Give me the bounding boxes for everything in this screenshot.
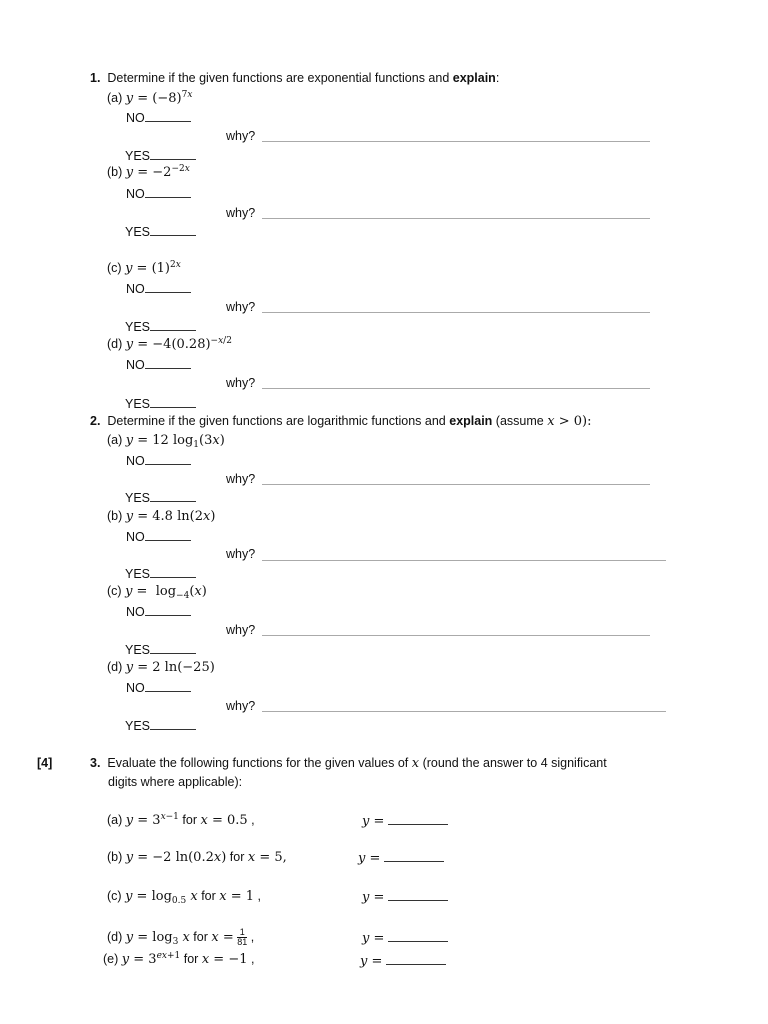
q2b-why-label: why? xyxy=(226,547,256,561)
q2b-yes-blank[interactable] xyxy=(150,566,196,578)
q2d-yes: YES xyxy=(125,718,196,733)
q1a-yes-blank[interactable] xyxy=(150,148,196,160)
q2d-yes-blank[interactable] xyxy=(150,718,196,730)
q2c-why-line[interactable] xyxy=(262,635,650,636)
q3c-answer-blank[interactable] xyxy=(388,889,448,901)
question-2-heading: 2. Determine if the given functions are logarithmic functions and explain (assume x > 0): xyxy=(90,414,592,429)
q1c-why-label: why? xyxy=(226,300,256,314)
q3a-answer-blank[interactable] xyxy=(388,813,448,825)
q1d-no: NO xyxy=(126,357,191,372)
q2d-why-line[interactable] xyxy=(262,711,666,712)
q3d-answer: y = xyxy=(362,930,448,946)
q3e-answer: y = xyxy=(360,953,446,969)
q2a-yes: YES xyxy=(125,490,196,505)
q2c-yes: YES xyxy=(125,642,196,657)
q2c-no: NO xyxy=(126,604,191,619)
q2a-why-label: why? xyxy=(226,472,256,486)
q1a-no: NO xyxy=(126,110,191,125)
q3a-function: (a) $y = 3^{x-1}$ for x = 0.5 , xyxy=(107,812,255,828)
q2b-why-line[interactable] xyxy=(262,560,666,561)
q1b-why-label: why? xyxy=(226,206,256,220)
q2a-why-line[interactable] xyxy=(262,484,650,485)
q2c-function: (c) $y = \log_{-4}(x)$ xyxy=(107,584,207,601)
q2c-no-blank[interactable] xyxy=(145,604,191,616)
q2a-no: NO xyxy=(126,453,191,468)
q2d-why-label: why? xyxy=(226,699,256,713)
q1a-why-label: why? xyxy=(226,129,256,143)
q2c-why-label: why? xyxy=(226,623,256,637)
q1b-why-line[interactable] xyxy=(262,218,650,219)
q1d-no-blank[interactable] xyxy=(145,357,191,369)
q3-marks: [4] xyxy=(37,756,53,770)
q1c-yes: YES xyxy=(125,319,196,334)
q2b-no: NO xyxy=(126,529,191,544)
q1d-why-line[interactable] xyxy=(262,388,650,389)
q1b-no-blank[interactable] xyxy=(145,186,191,198)
q2b-function: (b) y = 4.8 ln(2x) xyxy=(107,509,216,524)
q1a-why-line[interactable] xyxy=(262,141,650,142)
q2d-no-blank[interactable] xyxy=(145,680,191,692)
q3a-answer: y = xyxy=(362,813,448,829)
q3e-function: (e) $y = 3^{ex+1}$ for x = −1 , xyxy=(103,951,255,967)
q1c-no-blank[interactable] xyxy=(145,281,191,293)
q3c-answer: y = xyxy=(362,889,448,905)
q1c-yes-blank[interactable] xyxy=(150,319,196,331)
q1a-function: (a) $y = (-8)^{7x}$ xyxy=(107,90,193,106)
q1b-function: (b) $y = -2^{-2x}$ xyxy=(107,164,190,180)
q1d-function: (d) $y = -4(0.28)^{-x/2}$ xyxy=(107,336,232,352)
q2b-yes: YES xyxy=(125,566,196,581)
question-3-heading: 3. Evaluate the following functions for the given values of x (round the answer to 4 significant xyxy=(90,756,607,771)
q2a-function: (a) y = 12 $\log_1(3x)$ xyxy=(107,433,225,450)
q2a-no-blank[interactable] xyxy=(145,453,191,465)
q1c-why-line[interactable] xyxy=(262,312,650,313)
q3e-answer-blank[interactable] xyxy=(386,953,446,965)
q1a-no-blank[interactable] xyxy=(145,110,191,122)
question-1-heading: 1. Determine if the given functions are exponential functions and explain: xyxy=(90,71,500,85)
q1d-yes: YES xyxy=(125,396,196,411)
q3c-function: (c) $y = \log_{0.5} x$ for x = 1 , xyxy=(107,889,261,906)
q2b-no-blank[interactable] xyxy=(145,529,191,541)
question-3-heading-line2: digits where applicable): xyxy=(108,775,243,789)
q3b-answer-blank[interactable] xyxy=(384,850,444,862)
q3d-function: (d) $y = \log_3 x$ for x = $\frac{1}{81}$ , xyxy=(107,927,255,947)
q1c-function: (c) $y = (1)^{2x}$ xyxy=(107,260,181,276)
q3d-fraction: $\frac{1}{81}$ xyxy=(237,927,248,947)
q1c-no: NO xyxy=(126,281,191,296)
q1d-yes-blank[interactable] xyxy=(150,396,196,408)
q2d-function: (d) y = 2 ln(−25) xyxy=(107,660,215,675)
q1b-yes: YES xyxy=(125,224,196,239)
q1d-why-label: why? xyxy=(226,376,256,390)
q2c-yes-blank[interactable] xyxy=(150,642,196,654)
q1b-no: NO xyxy=(126,186,191,201)
q2d-no: NO xyxy=(126,680,191,695)
q3b-answer: y = xyxy=(358,850,444,866)
q3d-answer-blank[interactable] xyxy=(388,930,448,942)
q1a-yes: YES xyxy=(125,148,196,163)
q1b-yes-blank[interactable] xyxy=(150,224,196,236)
q3b-function: (b) y = −2 ln(0.2x) for x = 5, xyxy=(107,850,287,865)
q2a-yes-blank[interactable] xyxy=(150,490,196,502)
